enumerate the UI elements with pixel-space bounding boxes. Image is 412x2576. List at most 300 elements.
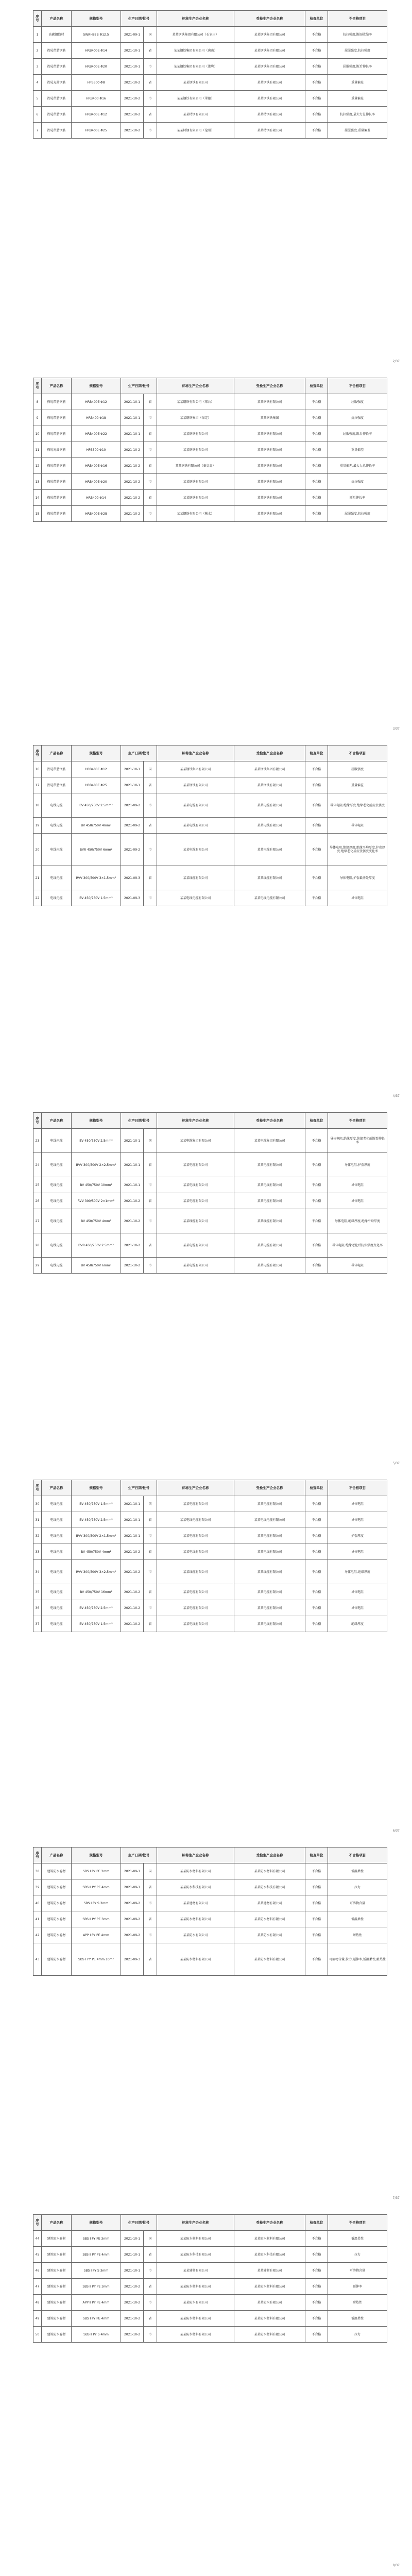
table-cell: 4 xyxy=(33,75,42,91)
table-cell: 16 xyxy=(33,761,42,777)
column-header: 产品名称 xyxy=(42,1848,72,1863)
table-cell: 省 xyxy=(144,1943,157,1976)
table-row xyxy=(33,59,387,75)
table-row xyxy=(33,458,387,474)
table-cell: 14 xyxy=(33,490,42,506)
table-cell: 绝缘厚度 xyxy=(328,1616,387,1632)
table-cell: 2021-10-2 xyxy=(121,1258,144,1274)
table-cell: 国 xyxy=(144,27,157,43)
table-cell: 某某电缆有限公司 xyxy=(157,1193,234,1209)
table-cell: 电线电缆 xyxy=(42,818,72,834)
table-cell: 电线电缆 xyxy=(42,1258,72,1274)
table-cell: 电线电缆 xyxy=(42,866,72,890)
table-cell: 市 xyxy=(144,2327,157,2343)
header-row xyxy=(33,745,387,761)
table-cell: 导体电阻 xyxy=(328,818,387,834)
table-cell: 某某钢铁有限公司（衡水） xyxy=(157,506,234,522)
column-header: 规格型号 xyxy=(72,1113,121,1129)
column-header: 标称生产企业名称 xyxy=(157,745,234,761)
table-cell: 20 xyxy=(33,834,42,866)
table-cell: 电线电缆 xyxy=(42,1544,72,1560)
table-cell: 27 xyxy=(33,1209,42,1233)
table-cell: 电线电缆 xyxy=(42,1512,72,1528)
table-cell: 电线电缆 xyxy=(42,1129,72,1153)
table-cell: 2021-10-1 xyxy=(121,2231,144,2247)
table-cell: 37 xyxy=(33,1616,42,1632)
table-cell: 13 xyxy=(33,474,42,490)
table-cell: 不合格 xyxy=(305,1863,328,1879)
table-cell: 某某电缆有限公司 xyxy=(157,1600,234,1616)
table-cell: 42 xyxy=(33,1927,42,1943)
table-sheet xyxy=(33,2214,387,2343)
table-cell: 某某线缆有限公司 xyxy=(234,1209,305,1233)
table-cell: 41 xyxy=(33,1911,42,1927)
inspection-table xyxy=(33,10,387,139)
table-cell: BV 450/750V 16mm² xyxy=(72,1584,121,1600)
table-cell: 某某线缆有限公司 xyxy=(157,1209,234,1233)
table-cell: 某某钢铁有限公司 xyxy=(157,777,234,793)
table-cell: 不合格 xyxy=(305,410,328,426)
table-cell: 国 xyxy=(144,1863,157,1879)
page xyxy=(0,735,412,1102)
table-cell: 43 xyxy=(33,1943,42,1976)
table-cell: BV 450/750V 4mm² xyxy=(72,818,121,834)
table-cell: 建筑防水卷材 xyxy=(42,1911,72,1927)
table-cell: 某某钢铁有限公司 xyxy=(234,91,305,107)
table-cell: 不合格 xyxy=(305,1512,328,1528)
table-cell: 某某钢铁有限公司 xyxy=(157,426,234,442)
column-header: 产品名称 xyxy=(42,745,72,761)
column-header: 受检生产企业名称 xyxy=(234,11,305,27)
table-cell: 某某电线有限公司 xyxy=(157,1616,234,1632)
table-sheet xyxy=(33,10,387,139)
table-cell: 2021-09-2 xyxy=(121,818,144,834)
table-row xyxy=(33,91,387,107)
table-cell: 不合格 xyxy=(305,1544,328,1560)
table-cell: 省 xyxy=(144,1233,157,1258)
table-cell: 建筑防水卷材 xyxy=(42,1943,72,1976)
table-cell: 抗拉强度,最大力总伸长率 xyxy=(328,107,387,123)
table-cell: 28 xyxy=(33,1233,42,1258)
table-cell: 电线电缆 xyxy=(42,1209,72,1233)
table-cell: 2021-10-2 xyxy=(121,458,144,474)
table-cell: 导体电阻,绝缘厚度,绝缘平均厚度,护套厚度,绝缘老化后抗张强度变化率 xyxy=(328,834,387,866)
column-header: 受检生产企业名称 xyxy=(234,2215,305,2231)
table-cell: 不合格 xyxy=(305,1209,328,1233)
table-cell: 2021-09-1 xyxy=(121,1863,144,1879)
table-cell: 2021-10-2 xyxy=(121,107,144,123)
table-cell: 省 xyxy=(144,1584,157,1600)
table-row xyxy=(33,890,387,906)
column-header: 受检生产企业名称 xyxy=(234,1848,305,1863)
page xyxy=(0,2204,412,2571)
table-cell: 省 xyxy=(144,458,157,474)
table-cell: 某某防水有限公司 xyxy=(157,1927,234,1943)
table-cell: 2021-09-3 xyxy=(121,890,144,906)
table-cell: 国 xyxy=(144,2231,157,2247)
table-cell: 不合格 xyxy=(305,27,328,43)
table-row xyxy=(33,1233,387,1258)
table-cell: 高碳钢线材 xyxy=(42,27,72,43)
table-cell: 电线电缆 xyxy=(42,834,72,866)
inspection-table xyxy=(33,378,387,522)
table-cell: 导体电阻 xyxy=(328,1584,387,1600)
table-cell: 某某电缆集团有限公司 xyxy=(157,1129,234,1153)
table-cell: 2021-09-2 xyxy=(121,834,144,866)
table-cell: 某某钢铁有限公司 xyxy=(234,426,305,442)
table-row xyxy=(33,793,387,818)
table-cell: 重量偏差,最大力总伸长率 xyxy=(328,458,387,474)
header-row xyxy=(33,11,387,27)
table-cell: 重量偏差 xyxy=(328,442,387,458)
table-cell: 省 xyxy=(144,818,157,834)
table-cell: 热轧光圆钢筋 xyxy=(42,442,72,458)
table-cell: 某某钢铁集团有限公司 xyxy=(234,43,305,59)
page-number: 2/37 xyxy=(392,360,400,363)
table-cell: HPB300 Φ8 xyxy=(72,75,121,91)
table-cell: 2021-09-2 xyxy=(121,793,144,818)
table-cell: SBS Ⅱ PY S 4mm xyxy=(72,2327,121,2343)
table-cell: 某某电缆有限公司 xyxy=(234,793,305,818)
column-header: 产品名称 xyxy=(42,11,72,27)
table-cell: 导体电阻 xyxy=(328,1544,387,1560)
table-cell: 市 xyxy=(144,793,157,818)
header-row xyxy=(33,1113,387,1129)
table-sheet xyxy=(33,1112,387,1274)
table-cell: HRB400E Φ12 xyxy=(72,394,121,410)
table-cell: 2021-10-2 xyxy=(121,1233,144,1258)
table-cell: 不合格 xyxy=(305,1528,328,1544)
table-cell: HPB300 Φ10 xyxy=(72,442,121,458)
table-cell: 26 xyxy=(33,1193,42,1209)
table-row xyxy=(33,777,387,793)
table-cell: 2021-10-2 xyxy=(121,2295,144,2311)
table-cell: HRB400 Φ14 xyxy=(72,490,121,506)
table-row xyxy=(33,1943,387,1976)
table-cell: BV 450/750V 4mm² xyxy=(72,1209,121,1233)
table-cell: 2021-10-1 xyxy=(121,1496,144,1512)
table-cell: 5 xyxy=(33,91,42,107)
table-cell: HRB400E Φ14 xyxy=(72,43,121,59)
table-row xyxy=(33,2327,387,2343)
table-cell: 36 xyxy=(33,1600,42,1616)
table-cell: 拉力 xyxy=(328,1879,387,1895)
table-cell: 不合格 xyxy=(305,59,328,75)
table-cell: BV 450/750V 4mm² xyxy=(72,1544,121,1560)
table-cell: 某某电缆有限公司 xyxy=(234,1584,305,1600)
table-row xyxy=(33,1863,387,1879)
table-cell: 护套厚度 xyxy=(328,1528,387,1544)
table-cell: 电线电缆 xyxy=(42,1560,72,1584)
column-header: 检查单位 xyxy=(305,378,328,394)
table-cell: 市 xyxy=(144,410,157,426)
table-cell: 某某钢铁有限公司 xyxy=(234,458,305,474)
table-cell: 市 xyxy=(144,1209,157,1233)
table-cell: 某某钢铁有限公司 xyxy=(234,506,305,522)
table-cell: 市 xyxy=(144,1528,157,1544)
table-cell: 省 xyxy=(144,866,157,890)
column-header: 受检生产企业名称 xyxy=(234,378,305,394)
table-cell: 某某建材有限公司 xyxy=(234,2263,305,2279)
column-header: 规格型号 xyxy=(72,1848,121,1863)
table-cell: 某某钢铁有限公司 xyxy=(157,474,234,490)
table-cell: 重量偏差 xyxy=(328,777,387,793)
table-cell: 不合格 xyxy=(305,2247,328,2263)
table-cell: 25 xyxy=(33,1177,42,1193)
table-row xyxy=(33,2311,387,2327)
table-row xyxy=(33,1895,387,1911)
table-cell: 不合格 xyxy=(305,394,328,410)
table-cell: 不合格 xyxy=(305,1600,328,1616)
table-cell: 热轧带肋钢筋 xyxy=(42,123,72,139)
table-cell: 不合格 xyxy=(305,2327,328,2343)
column-header: 不合格项目 xyxy=(328,11,387,27)
table-cell: 30 xyxy=(33,1496,42,1512)
table-row xyxy=(33,1209,387,1233)
column-header: 规格型号 xyxy=(72,378,121,394)
table-cell: 不合格 xyxy=(305,107,328,123)
table-cell: 热轧光圆钢筋 xyxy=(42,75,72,91)
table-cell: 省 xyxy=(144,75,157,91)
table-cell: 不合格 xyxy=(305,1927,328,1943)
table-row xyxy=(33,1153,387,1177)
table-cell: 某某建材有限公司 xyxy=(234,1895,305,1911)
table-cell: 某某电缆有限公司 xyxy=(157,1528,234,1544)
table-cell: 2021-09-3 xyxy=(121,1943,144,1976)
table-row xyxy=(33,1911,387,1927)
header-row xyxy=(33,2215,387,2231)
header-row xyxy=(33,1480,387,1496)
column-header: 规格型号 xyxy=(72,2215,121,2231)
table-row xyxy=(33,1258,387,1274)
table-cell: 某某防水材料有限公司 xyxy=(234,1863,305,1879)
table-cell: 某某钢铁集团 xyxy=(234,410,305,426)
table-cell: 市 xyxy=(144,506,157,522)
table-cell: 某某电线有限公司 xyxy=(234,1177,305,1193)
table-cell: 2021-10-1 xyxy=(121,1528,144,1544)
table-cell: 市 xyxy=(144,1927,157,1943)
table-cell: 某某防水材料有限公司 xyxy=(157,1911,234,1927)
table-cell: 市 xyxy=(144,1177,157,1193)
table-cell: 抗拉强度 xyxy=(328,410,387,426)
table-cell: 省 xyxy=(144,43,157,59)
table-cell: 市 xyxy=(144,123,157,139)
page xyxy=(0,2571,412,2576)
table-cell: 省 xyxy=(144,394,157,410)
table-cell: 2021-10-2 xyxy=(121,506,144,522)
table-cell: 市 xyxy=(144,442,157,458)
table-row xyxy=(33,506,387,522)
table-cell: 低温柔性 xyxy=(328,2231,387,2247)
table-cell: 市 xyxy=(144,834,157,866)
table-cell: 某某防水科技有限公司 xyxy=(157,1879,234,1895)
column-header: 不合格项目 xyxy=(328,2215,387,2231)
table-cell: 2021-10-1 xyxy=(121,1512,144,1528)
table-cell: 某某钢铁集团有限公司 xyxy=(157,761,234,777)
table-cell: 2021-10-2 xyxy=(121,1544,144,1560)
column-header: 标称生产企业名称 xyxy=(157,1480,234,1496)
column-header: 产品名称 xyxy=(42,1480,72,1496)
table-cell: 国 xyxy=(144,1496,157,1512)
column-header: 产品名称 xyxy=(42,2215,72,2231)
table-cell: 9 xyxy=(33,410,42,426)
table-cell: BVR 450/750V 2.5mm² xyxy=(72,1233,121,1258)
table-cell: 某某电缆有限公司 xyxy=(234,1528,305,1544)
table-cell: HRB400E Φ12 xyxy=(72,761,121,777)
table-cell: HRB400E Φ16 xyxy=(72,458,121,474)
table-cell: HRB400 Φ16 xyxy=(72,91,121,107)
table-cell: 电线电缆 xyxy=(42,1616,72,1632)
table-row xyxy=(33,1879,387,1895)
table-cell: 某某防水材料有限公司 xyxy=(157,2311,234,2327)
table-cell: 某某防水有限公司 xyxy=(157,2295,234,2311)
column-header: 规格型号 xyxy=(72,11,121,27)
table-cell: 省 xyxy=(144,1512,157,1528)
column-header: 受检生产企业名称 xyxy=(234,1113,305,1129)
table-cell: HRB400E Φ20 xyxy=(72,474,121,490)
table-sheet xyxy=(33,1480,387,1632)
table-cell: 2021-10-1 xyxy=(121,1177,144,1193)
table-cell: 某某钢铁有限公司 xyxy=(157,442,234,458)
column-header: 序号 xyxy=(33,11,42,27)
table-sheet xyxy=(33,1847,387,1976)
table-cell: 导体电阻 xyxy=(328,1193,387,1209)
column-header: 不合格项目 xyxy=(328,745,387,761)
table-cell: 2021-10-2 xyxy=(121,1616,144,1632)
table-cell: 11 xyxy=(33,442,42,458)
table-cell: 不合格 xyxy=(305,474,328,490)
header-row xyxy=(33,1848,387,1863)
table-cell: 2021-10-1 xyxy=(121,777,144,793)
table-cell: 某某电线电缆有限公司 xyxy=(234,1512,305,1528)
table-row xyxy=(33,107,387,123)
table-cell: 导体电阻 xyxy=(328,1600,387,1616)
table-cell: 31 xyxy=(33,1512,42,1528)
table-cell: 国 xyxy=(144,1129,157,1153)
table-cell: 省 xyxy=(144,1544,157,1560)
column-header: 受检生产企业名称 xyxy=(234,1480,305,1496)
table-cell: 不合格 xyxy=(305,2295,328,2311)
table-row xyxy=(33,2279,387,2295)
table-cell: 省 xyxy=(144,2279,157,2295)
table-row xyxy=(33,123,387,139)
table-cell: 某某防水有限公司 xyxy=(234,2295,305,2311)
table-cell: 不合格 xyxy=(305,2263,328,2279)
table-cell: BV 450/750V 6mm² xyxy=(72,1258,121,1274)
column-header: 生产日期/批号 xyxy=(121,378,157,394)
table-cell: 建筑防水卷材 xyxy=(42,1879,72,1895)
table-cell: 某某电缆有限公司 xyxy=(234,834,305,866)
table-cell: 2021-10-2 xyxy=(121,2279,144,2295)
table-cell: 2 xyxy=(33,43,42,59)
table-cell: 屈服强度,重量偏差 xyxy=(328,123,387,139)
column-header: 序号 xyxy=(33,745,42,761)
table-row xyxy=(33,2247,387,2263)
column-header: 序号 xyxy=(33,1480,42,1496)
table-cell: 某某电缆有限公司 xyxy=(234,1258,305,1274)
table-row xyxy=(33,426,387,442)
table-cell: 某某钢铁有限公司（邢台） xyxy=(157,394,234,410)
table-cell: 屈服强度,抗拉强度 xyxy=(328,506,387,522)
table-cell: 某某电线电缆有限公司 xyxy=(157,1512,234,1528)
table-cell: 2021-09-2 xyxy=(121,1927,144,1943)
table-cell: 导体电阻,绝缘厚度,绝缘老化前抗张强度 xyxy=(328,793,387,818)
table-cell: 某某钢铁有限公司 xyxy=(234,474,305,490)
table-cell: 2021-10-2 xyxy=(121,474,144,490)
table-cell: 某某钢铁集团有限公司（唐山） xyxy=(157,43,234,59)
page-number: 7/37 xyxy=(392,2196,400,2200)
column-header: 生产日期/批号 xyxy=(121,2215,157,2231)
table-cell: 12 xyxy=(33,458,42,474)
table-cell: 某某特钢有限公司 xyxy=(234,123,305,139)
table-cell: 不合格 xyxy=(305,1496,328,1512)
table-cell: 某某电线有限公司 xyxy=(234,1616,305,1632)
column-header: 不合格项目 xyxy=(328,1848,387,1863)
table-cell: 19 xyxy=(33,818,42,834)
table-cell: 某某防水材料有限公司 xyxy=(234,2311,305,2327)
table-cell: 某某钢铁有限公司 xyxy=(234,394,305,410)
table-cell: BV 450/750V 10mm² xyxy=(72,1177,121,1193)
table-cell: 不合格 xyxy=(305,426,328,442)
page-number: 3/37 xyxy=(392,727,400,731)
table-cell: 省 xyxy=(144,426,157,442)
table-cell: 市 xyxy=(144,1258,157,1274)
table-cell: 低温柔性 xyxy=(328,1911,387,1927)
table-cell: 某某电缆有限公司 xyxy=(234,1600,305,1616)
table-cell: SBS Ⅱ PY PE 4mm xyxy=(72,1879,121,1895)
table-cell: 某某钢铁有限公司（承德） xyxy=(157,91,234,107)
page-number: 5/37 xyxy=(392,1462,400,1465)
table-cell: 23 xyxy=(33,1129,42,1153)
table-cell: 重量偏差 xyxy=(328,75,387,91)
table-cell: 不合格 xyxy=(305,2231,328,2247)
table-cell: 市 xyxy=(144,59,157,75)
table-cell: 22 xyxy=(33,890,42,906)
table-cell: 2021-10-1 xyxy=(121,761,144,777)
table-cell: 某某特钢有限公司（沧州） xyxy=(157,123,234,139)
table-cell: 某某钢铁有限公司 xyxy=(157,75,234,91)
table-cell: 市 xyxy=(144,1895,157,1911)
table-cell: 导体电阻 xyxy=(328,1512,387,1528)
table-cell: BV 450/750V 2.5mm² xyxy=(72,793,121,818)
page-number: 4/37 xyxy=(392,1094,400,1098)
table-cell: 屈服强度 xyxy=(328,394,387,410)
table-cell: 某某电缆有限公司 xyxy=(157,1258,234,1274)
table-cell: 2021-10-2 xyxy=(121,442,144,458)
table-cell: 导体电阻,护套厚度 xyxy=(328,1153,387,1177)
page xyxy=(0,1469,412,1837)
table-cell: 拉力 xyxy=(328,2247,387,2263)
table-cell: 市 xyxy=(144,890,157,906)
table-cell: 29 xyxy=(33,1258,42,1274)
table-cell: 24 xyxy=(33,1153,42,1177)
table-cell: 某某电缆有限公司 xyxy=(157,1584,234,1600)
table-cell: 某某线缆有限公司 xyxy=(234,866,305,890)
table-cell: 2021-10-1 xyxy=(121,2247,144,2263)
table-sheet xyxy=(33,378,387,522)
table-cell: SBS Ⅰ PY PE 3mm xyxy=(72,2231,121,2247)
table-cell: 某某防水科技有限公司 xyxy=(157,2247,234,2263)
table-cell: BVV 300/500V 2×2.5mm² xyxy=(72,1153,121,1177)
column-header: 生产日期/批号 xyxy=(121,11,157,27)
table-cell: 2021-10-1 xyxy=(121,2263,144,2279)
column-header: 不合格项目 xyxy=(328,378,387,394)
table-cell: 某某电缆有限公司 xyxy=(157,1496,234,1512)
table-cell: 不合格 xyxy=(305,866,328,890)
table-row xyxy=(33,1600,387,1616)
table-cell: 不合格 xyxy=(305,890,328,906)
table-cell: 导体电阻,绝缘厚度,绝缘老化前断裂伸长率 xyxy=(328,1129,387,1153)
